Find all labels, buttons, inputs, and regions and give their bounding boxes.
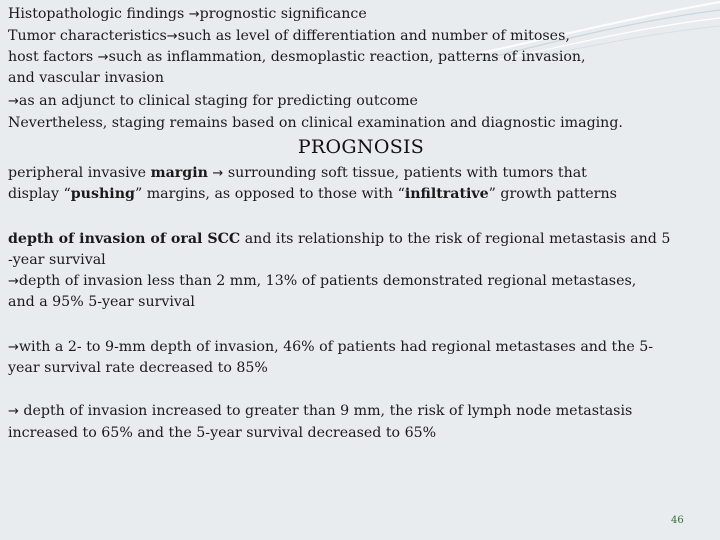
text-line: →as an adjunct to clinical staging for predicting outcome xyxy=(8,93,418,109)
text-line: year survival rate decreased to 85% xyxy=(8,360,268,376)
arrow-icon: → xyxy=(166,29,178,44)
section-title: PROGNOSIS xyxy=(297,136,425,158)
arrow-icon: → xyxy=(8,94,19,109)
text-line: and vascular invasion xyxy=(8,70,164,86)
text-line: Tumor characteristics→such as level of differentiation and number of mitoses, xyxy=(8,28,570,44)
text-line: →with a 2- to 9-mm depth of invasion, 46% of patients had regional metastases and the 5- xyxy=(8,339,654,355)
text-line: Nevertheless, staging remains based on clinical examination and diagnostic imaging. xyxy=(8,115,623,131)
text-line: host factors →such as inflammation, desmoplastic reaction, patterns of invasion, xyxy=(8,49,586,65)
text-line: →depth of invasion less than 2 mm, 13% of patients demonstrated regional metastases, xyxy=(8,273,637,289)
text-line: increased to 65% and the 5-year survival decreased to 65% xyxy=(8,425,437,441)
arrow-icon: → xyxy=(8,274,19,289)
arrow-icon: → xyxy=(97,50,109,65)
text-line: -year survival xyxy=(8,252,106,268)
arrow-icon: → xyxy=(8,340,19,355)
arrow-icon: → xyxy=(8,404,19,419)
arrow-icon: → xyxy=(212,166,224,181)
text-line: display “pushing” margins, as opposed to those with “infiltrative” growth patterns xyxy=(8,186,617,202)
text-line: depth of invasion of oral SCC and its relationship to the risk of regional metastasis and 5 xyxy=(8,231,671,247)
text-line: and a 95% 5-year survival xyxy=(8,294,195,310)
text-line: Histopathologic findings →prognostic significance xyxy=(8,6,367,22)
arrow-icon: → xyxy=(188,7,200,22)
text-line: peripheral invasive margin → surrounding soft tissue, patients with tumors that xyxy=(8,165,587,181)
page-number: 46 xyxy=(671,515,684,526)
text-line: → depth of invasion increased to greater than 9 mm, the risk of lymph node metastasis xyxy=(8,403,633,419)
